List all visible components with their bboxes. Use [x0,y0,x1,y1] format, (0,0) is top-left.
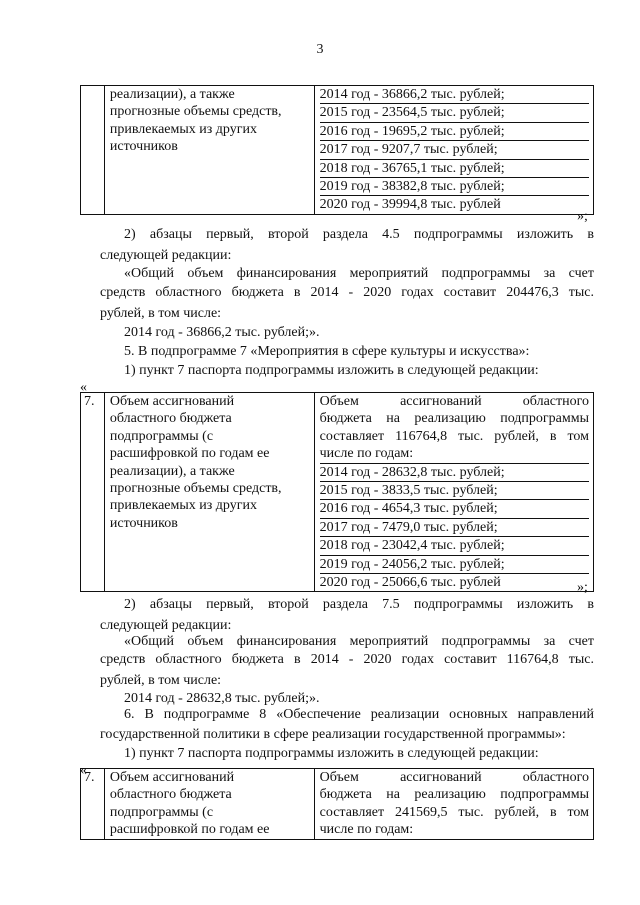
cell-line: составляет 241569,5 тыс. рублей, в том [319,804,589,820]
cell-line: подпрограммы (с [109,428,214,444]
cell-line: расшифровкой по годам ее [109,822,270,838]
passport-table-subprogram-8 [80,768,594,840]
table-right-cell [314,86,593,215]
paragraph-line: 2014 год - 28632,8 тыс. рублей;». [124,691,320,706]
cell-line: составляет 116764,8 тыс. рублей, в том [319,428,589,444]
year-line: 2015 год - 23564,5 тыс. рублей; [320,104,589,122]
cell-line: реализации), а также [109,463,235,479]
opening-quote: « [80,380,87,395]
table-num-cell: 7. [81,393,105,592]
year-line: 2019 год - 38382,8 тыс. рублей; [320,178,589,196]
paragraph-line: рублей, в том числе: [100,673,222,688]
table-left-cell [104,769,314,840]
cell-line: бюджета на реализацию подпрограммы [319,787,589,803]
cell-line: числе по годам: [319,822,414,838]
year-line: 2018 год - 36765,1 тыс. рублей; [320,160,589,178]
paragraph-line: 1) пункт 7 паспорта подпрограммы изложить в следующей редакции: [124,363,539,378]
year-line: 2018 год - 23042,4 тыс. рублей; [320,537,589,555]
paragraph-line: 5. В подпрограмме 7 «Мероприятия в сфере культуры и искусства»: [124,344,530,359]
cell-line: прогнозные объемы средств, [109,104,282,120]
page-number: 3 [316,42,324,57]
paragraph-line: средств областного бюджета в 2014 - 2020 годах составит 116764,8 тыс. [100,652,594,667]
cell-line: привлекаемых из других [109,498,257,514]
paragraph-line: следующей редакции: [100,248,232,263]
cell-line: областного бюджета [109,787,232,803]
cell-line: Объем ассигнований [109,394,235,409]
cell-line: числе по годам: [320,445,589,463]
paragraph-line: 2014 год - 36866,2 тыс. рублей;». [124,325,320,340]
year-line: 2015 год - 3833,5 тыс. рублей; [320,482,589,500]
cell-line: прогнозные объемы средств, [109,481,282,497]
opening-quote: « [80,763,87,778]
table-left-cell [104,393,314,592]
paragraph-line: «Общий объем финансирования мероприятий подпрограммы за счет [124,266,594,281]
paragraph-line: 6. В подпрограмме 8 «Обеспечение реализации основных направлений [124,707,594,722]
cell-line: источников [109,515,178,531]
paragraph-line: 2) абзацы первый, второй раздела 4.5 подпрограммы изложить в [124,227,594,242]
table-right-cell [314,393,593,592]
cell-line: областного бюджета [109,411,232,427]
paragraph-line: следующей редакции: [100,618,232,633]
paragraph-line: 1) пункт 7 паспорта подпрограммы изложить в следующей редакции: [124,746,539,761]
year-line: 2014 год - 28632,8 тыс. рублей; [320,464,589,482]
paragraph-line: рублей, в том числе: [100,306,222,321]
cell-line: реализации), а также [109,87,235,102]
year-line: 2019 год - 24056,2 тыс. рублей; [320,556,589,574]
paragraph-line: «Общий объем финансирования мероприятий подпрограммы за счет [124,634,594,649]
table-num-cell [81,86,105,215]
paragraph-line: средств областного бюджета в 2014 - 2020 годах составит 204476,3 тыс. [100,285,594,300]
table-left-cell [104,86,314,215]
year-line: 2020 год - 25066,6 тыс. рублей [319,575,501,591]
year-line: 2017 год - 7479,0 тыс. рублей; [320,519,589,537]
closing-quote: »; [577,209,588,224]
year-line: 2017 год - 9207,7 тыс. рублей; [320,141,589,159]
table-num-cell: 7. [81,769,105,840]
cell-line: бюджета на реализацию подпрограммы [319,411,589,427]
closing-quote: »; [577,580,588,595]
year-line: 2020 год - 39994,8 тыс. рублей [319,197,501,213]
year-line: 2016 год - 19695,2 тыс. рублей; [320,123,589,141]
cell-line: подпрограммы (с [109,804,214,820]
passport-table-subprogram-7 [80,392,594,592]
paragraph-line: 2) абзацы первый, второй раздела 7.5 подпрограммы изложить в [124,597,594,612]
passport-table-continued [80,85,594,215]
cell-line: расшифровкой по годам ее [109,446,270,462]
cell-line: привлекаемых из других [109,121,257,137]
cell-line: Объем ассигнований областного [319,770,589,785]
paragraph-line: государственной политики в сфере реализации государственной программы»: [100,727,566,742]
year-line: 2016 год - 4654,3 тыс. рублей; [320,500,589,518]
cell-line: Объем ассигнований [109,770,235,785]
cell-line: источников [109,139,178,155]
year-line: 2014 год - 36866,2 тыс. рублей; [320,86,589,104]
table-right-cell [314,769,593,840]
cell-line: Объем ассигнований областного [319,394,589,409]
